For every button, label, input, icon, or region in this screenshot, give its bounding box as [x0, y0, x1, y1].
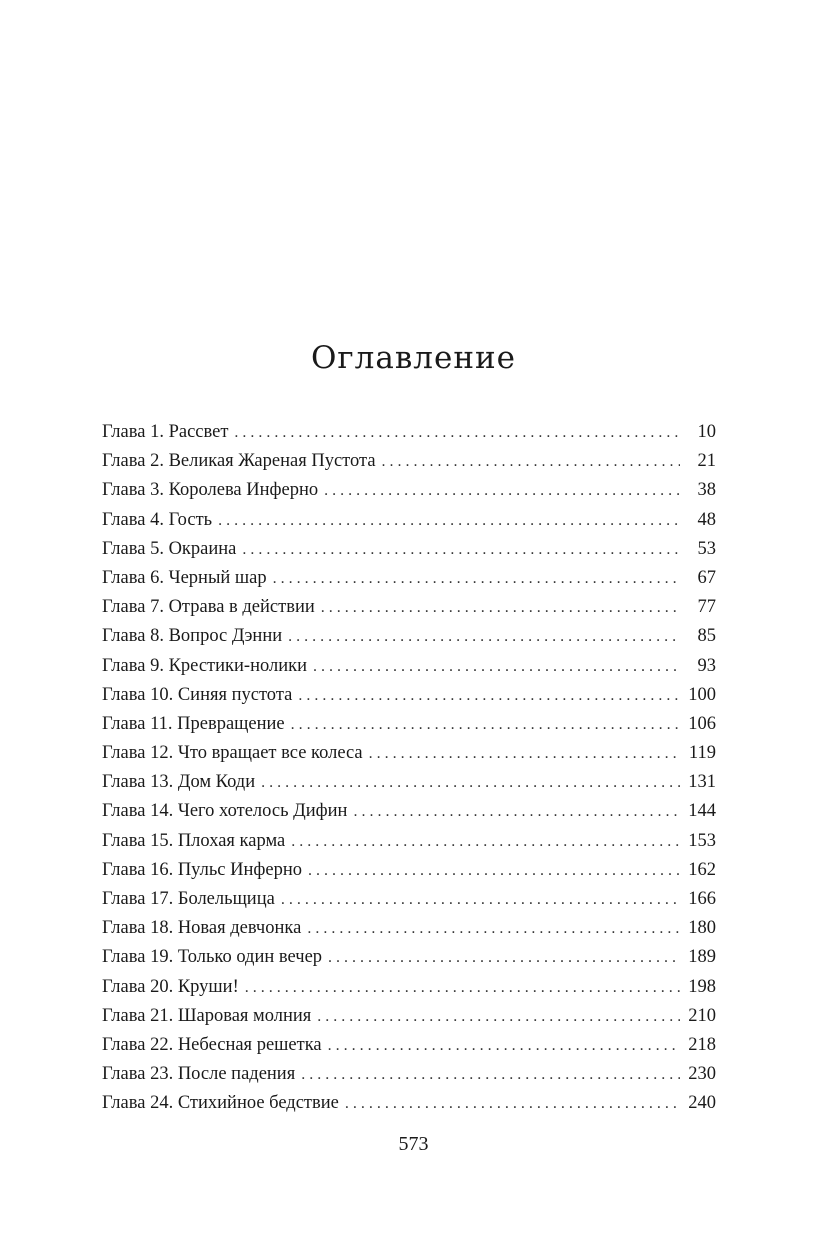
toc-entry: [102, 476, 716, 505]
chapter-title: Глава 8. Вопрос Дэнни: [102, 626, 283, 647]
chapter-title: Глава 11. Превращение: [102, 713, 285, 734]
toc-entry: [102, 914, 716, 943]
chapter-title: Глава 9. Крестики-нолики: [102, 655, 308, 676]
toc-entry: [102, 1089, 716, 1118]
chapter-page-number: 77: [697, 597, 716, 618]
chapter-page-number: 198: [688, 976, 716, 997]
toc-entry: [102, 797, 716, 826]
chapter-title: Глава 18. Новая девчонка: [102, 918, 302, 939]
toc-entry: [102, 827, 716, 856]
chapter-title: Глава 21. Шаровая молния: [102, 1005, 312, 1026]
dot-leader: [321, 593, 680, 622]
chapter-title: Глава 7. Отрава в действии: [102, 597, 315, 618]
dot-leader: [245, 973, 680, 1002]
toc-entry: [102, 447, 716, 476]
page-number: 573: [398, 1133, 429, 1155]
dot-leader: [307, 914, 680, 943]
dot-leader: [317, 1002, 680, 1031]
chapter-page-number: 166: [688, 889, 716, 909]
chapter-title: Глава 16. Пульс Инферно: [102, 859, 302, 880]
toc-entry: [102, 885, 716, 914]
chapter-title: Глава 10. Синяя пустота: [102, 684, 293, 705]
dot-leader: [234, 418, 680, 447]
toc-entry: [102, 943, 716, 972]
toc-entry: [102, 652, 716, 681]
toc-entry: [102, 418, 716, 447]
toc-entry: [102, 768, 716, 797]
toc-entry: [102, 1060, 716, 1089]
chapter-page-number: 189: [688, 947, 716, 968]
dot-leader: [324, 476, 680, 505]
chapter-page-number: 240: [688, 1093, 716, 1114]
chapter-title: Глава 20. Круши!: [102, 976, 239, 997]
page-title: Оглавление: [311, 340, 516, 376]
chapter-title: Глава 5. Окраина: [102, 538, 237, 559]
chapter-page-number: 93: [697, 655, 716, 676]
chapter-page-number: 180: [688, 918, 716, 939]
toc-entry: [102, 593, 716, 622]
chapter-title: Глава 17. Болельщица: [102, 889, 275, 909]
chapter-page-number: 21: [697, 451, 716, 472]
chapter-title: Глава 1. Рассвет: [102, 422, 229, 442]
chapter-page-number: 10: [697, 422, 716, 442]
dot-leader: [328, 943, 680, 972]
toc-entry: [102, 564, 716, 593]
dot-leader: [242, 535, 680, 564]
toc-entry: [102, 1031, 716, 1060]
dot-leader: [313, 652, 680, 681]
dot-leader: [328, 1031, 680, 1060]
dot-leader: [298, 681, 680, 710]
chapter-page-number: 218: [688, 1034, 716, 1055]
chapter-page-number: 67: [697, 567, 716, 588]
toc-entry: [102, 622, 716, 651]
chapter-page-number: 119: [688, 743, 716, 764]
dot-leader: [288, 622, 680, 651]
chapter-title: Глава 2. Великая Жареная Пустота: [102, 451, 376, 472]
toc-entry: [102, 739, 716, 768]
chapter-page-number: 144: [688, 801, 716, 822]
dot-leader: [308, 856, 680, 885]
chapter-title: Глава 12. Что вращает все колеса: [102, 743, 363, 764]
dot-leader: [369, 739, 680, 768]
toc-entry: [102, 710, 716, 739]
chapter-page-number: 100: [688, 684, 716, 705]
chapter-page-number: 38: [697, 480, 716, 501]
dot-leader: [353, 797, 680, 826]
chapter-title: Глава 14. Чего хотелось Дифин: [102, 801, 348, 822]
dot-leader: [261, 768, 680, 797]
chapter-page-number: 131: [688, 772, 716, 793]
chapter-page-number: 53: [697, 538, 716, 559]
dot-leader: [291, 827, 680, 856]
chapter-title: Глава 24. Стихийное бедствие: [102, 1093, 339, 1114]
chapter-title: Глава 6. Черный шар: [102, 567, 267, 588]
toc-entry: [102, 535, 716, 564]
dot-leader: [291, 710, 680, 739]
chapter-page-number: 230: [688, 1064, 716, 1085]
toc-entry: [102, 1002, 716, 1031]
dot-leader: [281, 885, 680, 914]
chapter-page-number: 210: [688, 1005, 716, 1026]
toc-entry: [102, 973, 716, 1002]
chapter-title: Глава 3. Королева Инферно: [102, 480, 319, 501]
toc-entry: [102, 681, 716, 710]
dot-leader: [273, 564, 680, 593]
chapter-page-number: 106: [688, 713, 716, 734]
dot-leader: [218, 506, 680, 535]
table-of-contents: [102, 418, 716, 1119]
chapter-title: Глава 23. После падения: [102, 1064, 296, 1085]
dot-leader: [345, 1089, 680, 1118]
dot-leader: [382, 447, 680, 476]
chapter-title: Глава 4. Гость: [102, 509, 213, 530]
chapter-page-number: 162: [688, 859, 716, 880]
chapter-page-number: 85: [697, 626, 716, 647]
chapter-page-number: 48: [697, 509, 716, 530]
chapter-title: Глава 19. Только один вечер: [102, 947, 323, 968]
dot-leader: [301, 1060, 680, 1089]
chapter-title: Глава 22. Небесная решетка: [102, 1034, 322, 1055]
chapter-title: Глава 15. Плохая карма: [102, 830, 286, 851]
chapter-page-number: 153: [688, 830, 716, 851]
toc-entry: [102, 506, 716, 535]
chapter-title: Глава 13. Дом Коди: [102, 772, 256, 793]
toc-entry: [102, 856, 716, 885]
